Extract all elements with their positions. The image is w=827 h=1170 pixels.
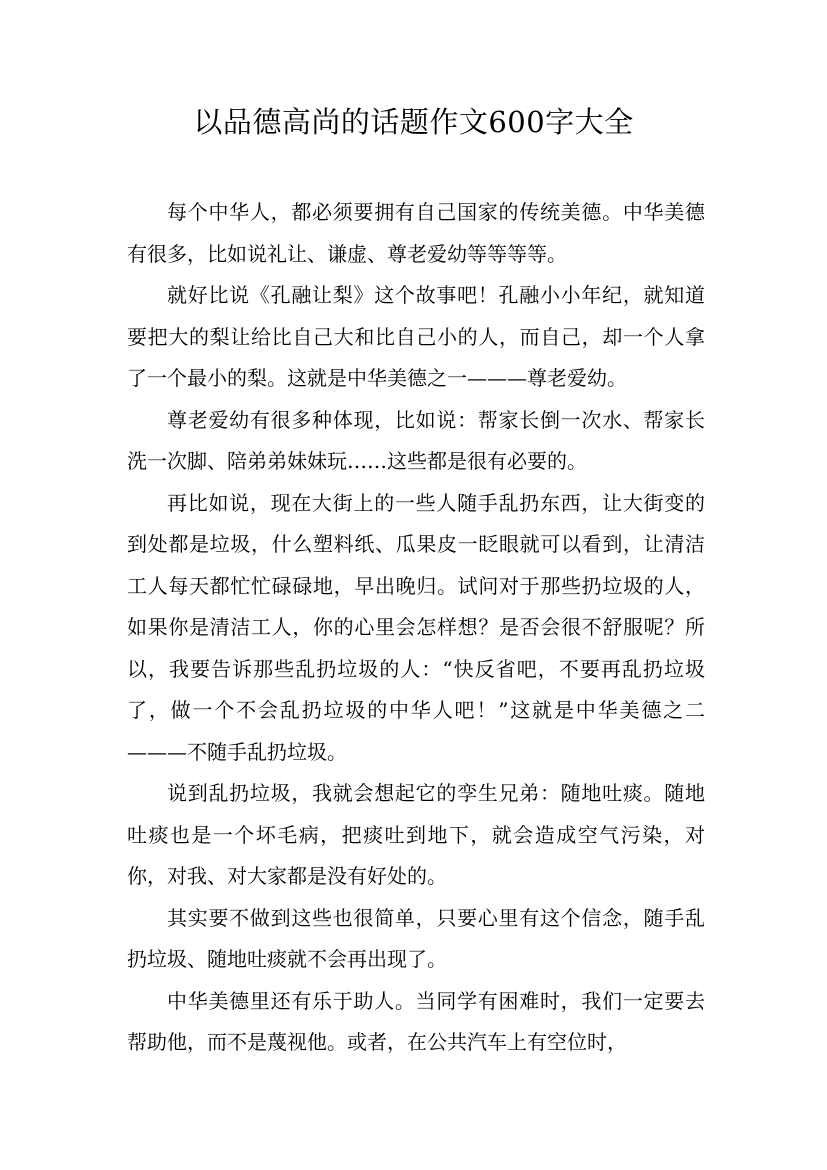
paragraph: 中华美德里还有乐于助人。当同学有困难时，我们一定要去帮助他，而不是蔑视他。或者，在公共汽车上有空位时， <box>127 988 705 1054</box>
paragraph: 说到乱扔垃圾，我就会想起它的孪生兄弟：随地吐痰。随地吐痰也是一个坏毛病，把痰吐到地下，就会造成空气污染，对你，对我、对大家都是没有好处的。 <box>127 781 705 888</box>
document-title: 以品德高尚的话题作文600字大全 <box>193 105 634 139</box>
document-body <box>127 192 705 1064</box>
paragraph: 尊老爱幼有很多种体现，比如说：帮家长倒一次水、帮家长洗一次脚、陪弟弟妹妹玩……这些都是很有必要的。 <box>127 407 705 473</box>
paragraph: 每个中华人，都必须要拥有自己国家的传统美德。中华美德有很多，比如说礼让、谦虚、尊老爱幼等等等等。 <box>127 200 705 266</box>
paragraph: 就好比说《孔融让梨》这个故事吧！孔融小小年纪，就知道要把大的梨让给比自己大和比自己小的人，而自己，却一个人拿了一个最小的梨。这就是中华美德之一———尊老爱幼。 <box>127 283 705 390</box>
paragraph: 再比如说，现在大街上的一些人随手乱扔东西，让大街变的到处都是垃圾，什么塑料纸、瓜果皮一眨眼就可以看到，让清洁工人每天都忙忙碌碌地，早出晚归。试问对于那些扔垃圾的人，如果你是清洁工人，你的心里会怎样想？是否会很不舒服呢？所以，我要告诉那些乱扔垃圾的人：“快反省吧，不要再乱扔垃圾了，做一个不会乱扔垃圾的中华人吧！”这就是中华美德之二———不随手乱扔垃圾。 <box>127 490 705 764</box>
paragraph: 其实要不做到这些也很简单，只要心里有这个信念，随手乱扔垃圾、随地吐痰就不会再出现了。 <box>127 905 705 971</box>
